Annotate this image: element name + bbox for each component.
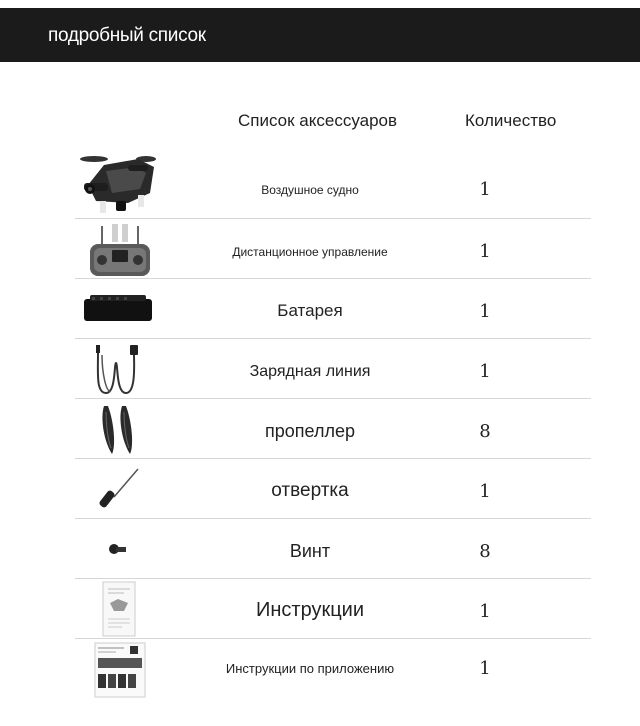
screw-icon (108, 541, 128, 564)
item-quantity: 1 (479, 241, 491, 262)
table-row (0, 140, 640, 219)
table-row (0, 519, 640, 579)
item-quantity: 1 (479, 301, 491, 322)
remote-controller-icon (88, 222, 152, 283)
item-name: Инструкции (255, 599, 365, 621)
table-row (0, 219, 640, 279)
item-quantity: 1 (479, 658, 491, 679)
item-name: Винт (289, 541, 331, 561)
charging-cable-icon (92, 343, 148, 402)
item-name: отвертка (271, 480, 349, 501)
table-row (0, 579, 640, 639)
battery-icon (82, 293, 154, 330)
column-header-accessories: Список аксессуаров (238, 111, 398, 130)
table-row (0, 399, 640, 459)
screwdriver-icon (94, 465, 144, 522)
manual-icon (102, 581, 136, 642)
item-name: Батарея (277, 301, 343, 320)
item-name: пропеллер (265, 421, 355, 441)
drone-icon (76, 145, 158, 220)
item-quantity: 1 (479, 481, 491, 502)
table-row (0, 339, 640, 399)
header-bar (0, 8, 640, 62)
item-quantity: 8 (479, 541, 491, 562)
item-name: Дистанционное управление (232, 245, 388, 259)
table-row (0, 639, 640, 699)
item-name: Воздушное судно (261, 183, 359, 197)
propeller-icon (98, 402, 142, 463)
item-quantity: 8 (479, 421, 491, 442)
item-quantity: 1 (479, 361, 491, 382)
table-row (0, 279, 640, 339)
top-margin (0, 0, 640, 8)
item-name: Зарядная линия (249, 363, 371, 380)
item-quantity: 1 (479, 601, 491, 622)
app-guide-icon (94, 642, 146, 703)
column-header-quantity: Количество (465, 111, 557, 130)
page-title: подробный список (48, 25, 206, 46)
table-row (0, 459, 640, 519)
item-name: Инструкции по приложению (225, 661, 395, 676)
item-quantity: 1 (479, 179, 491, 200)
